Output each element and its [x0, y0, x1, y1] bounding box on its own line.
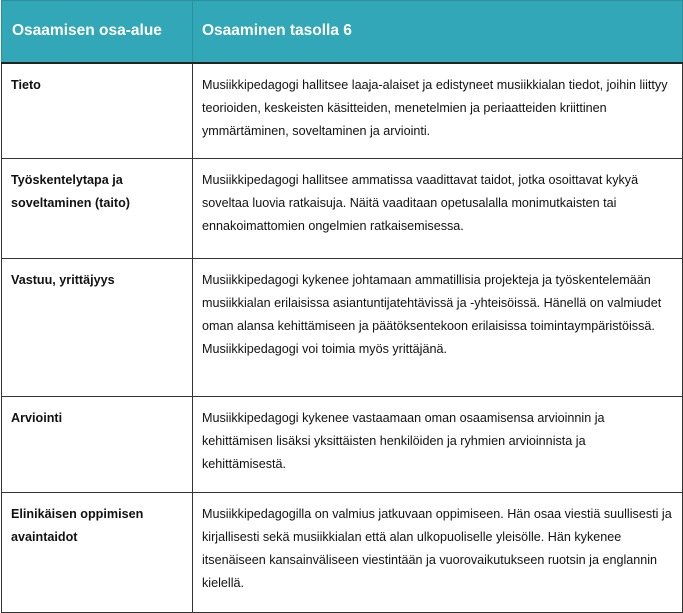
row-area-label: Arviointi — [2, 397, 193, 493]
header-competence-level: Osaaminen tasolla 6 — [193, 1, 683, 63]
competence-table — [1, 0, 683, 613]
row-description: Musiikkipedagogi kykenee vastaamaan oman osaamisensa arvioinnin ja kehittämisen lisäksi yksittäisten henkilöiden ja ryhmien arvioinnista ja kehittämisestä. — [193, 397, 683, 493]
table-row — [2, 159, 683, 259]
row-description: Musiikkipedagogi kykenee johtamaan ammatillisia projekteja ja työskentelemään musiikkialan erilaisissa asiantuntijatehtävissä ja -yhteisöissä. Hänellä on valmiudet oman alansa kehittämiseen ja päätöksentekoon erilaisissa toimintaympäristöissä. Musiikkipedagogi voi toimia myös yrittäjänä. — [193, 259, 683, 397]
row-description: Musiikkipedagogi hallitsee laaja-alaiset ja edistyneet musiikkialan tiedot, joihin liittyy teorioiden, keskeisten käsitteiden, menetelmien ja periaatteiden kriittinen ymmärtäminen, soveltaminen ja arviointi. — [193, 63, 683, 159]
row-area-label: Vastuu, yrittäjyys — [2, 259, 193, 397]
table-row — [2, 397, 683, 493]
row-area-label: Elinikäisen oppimisen avaintaidot — [2, 493, 193, 613]
table-row — [2, 63, 683, 159]
row-area-label: Tieto — [2, 63, 193, 159]
table-header-row — [2, 1, 683, 63]
row-description: Musiikkipedagogilla on valmius jatkuvaan oppimiseen. Hän osaa viestiä suullisesti ja kirjallisesti sekä musiikkialan että alan ulkopuoliselle yleisölle. Hän kykenee itsenäiseen kansainväliseen viestintään ja vuorovaikutukseen ruotsin ja englannin kielellä. — [193, 493, 683, 613]
row-area-label: Työskentelytapa ja soveltaminen (taito) — [2, 159, 193, 259]
table-row — [2, 493, 683, 613]
table-row — [2, 259, 683, 397]
header-competence-area: Osaamisen osa-alue — [2, 1, 193, 63]
row-description: Musiikkipedagogi hallitsee ammatissa vaadittavat taidot, jotka osoittavat kykyä soveltaa luovia ratkaisuja. Näitä vaaditaan opetusalalla monimutkaisten tai ennakoimattomien ongelmien ratkaisemisessa. — [193, 159, 683, 259]
